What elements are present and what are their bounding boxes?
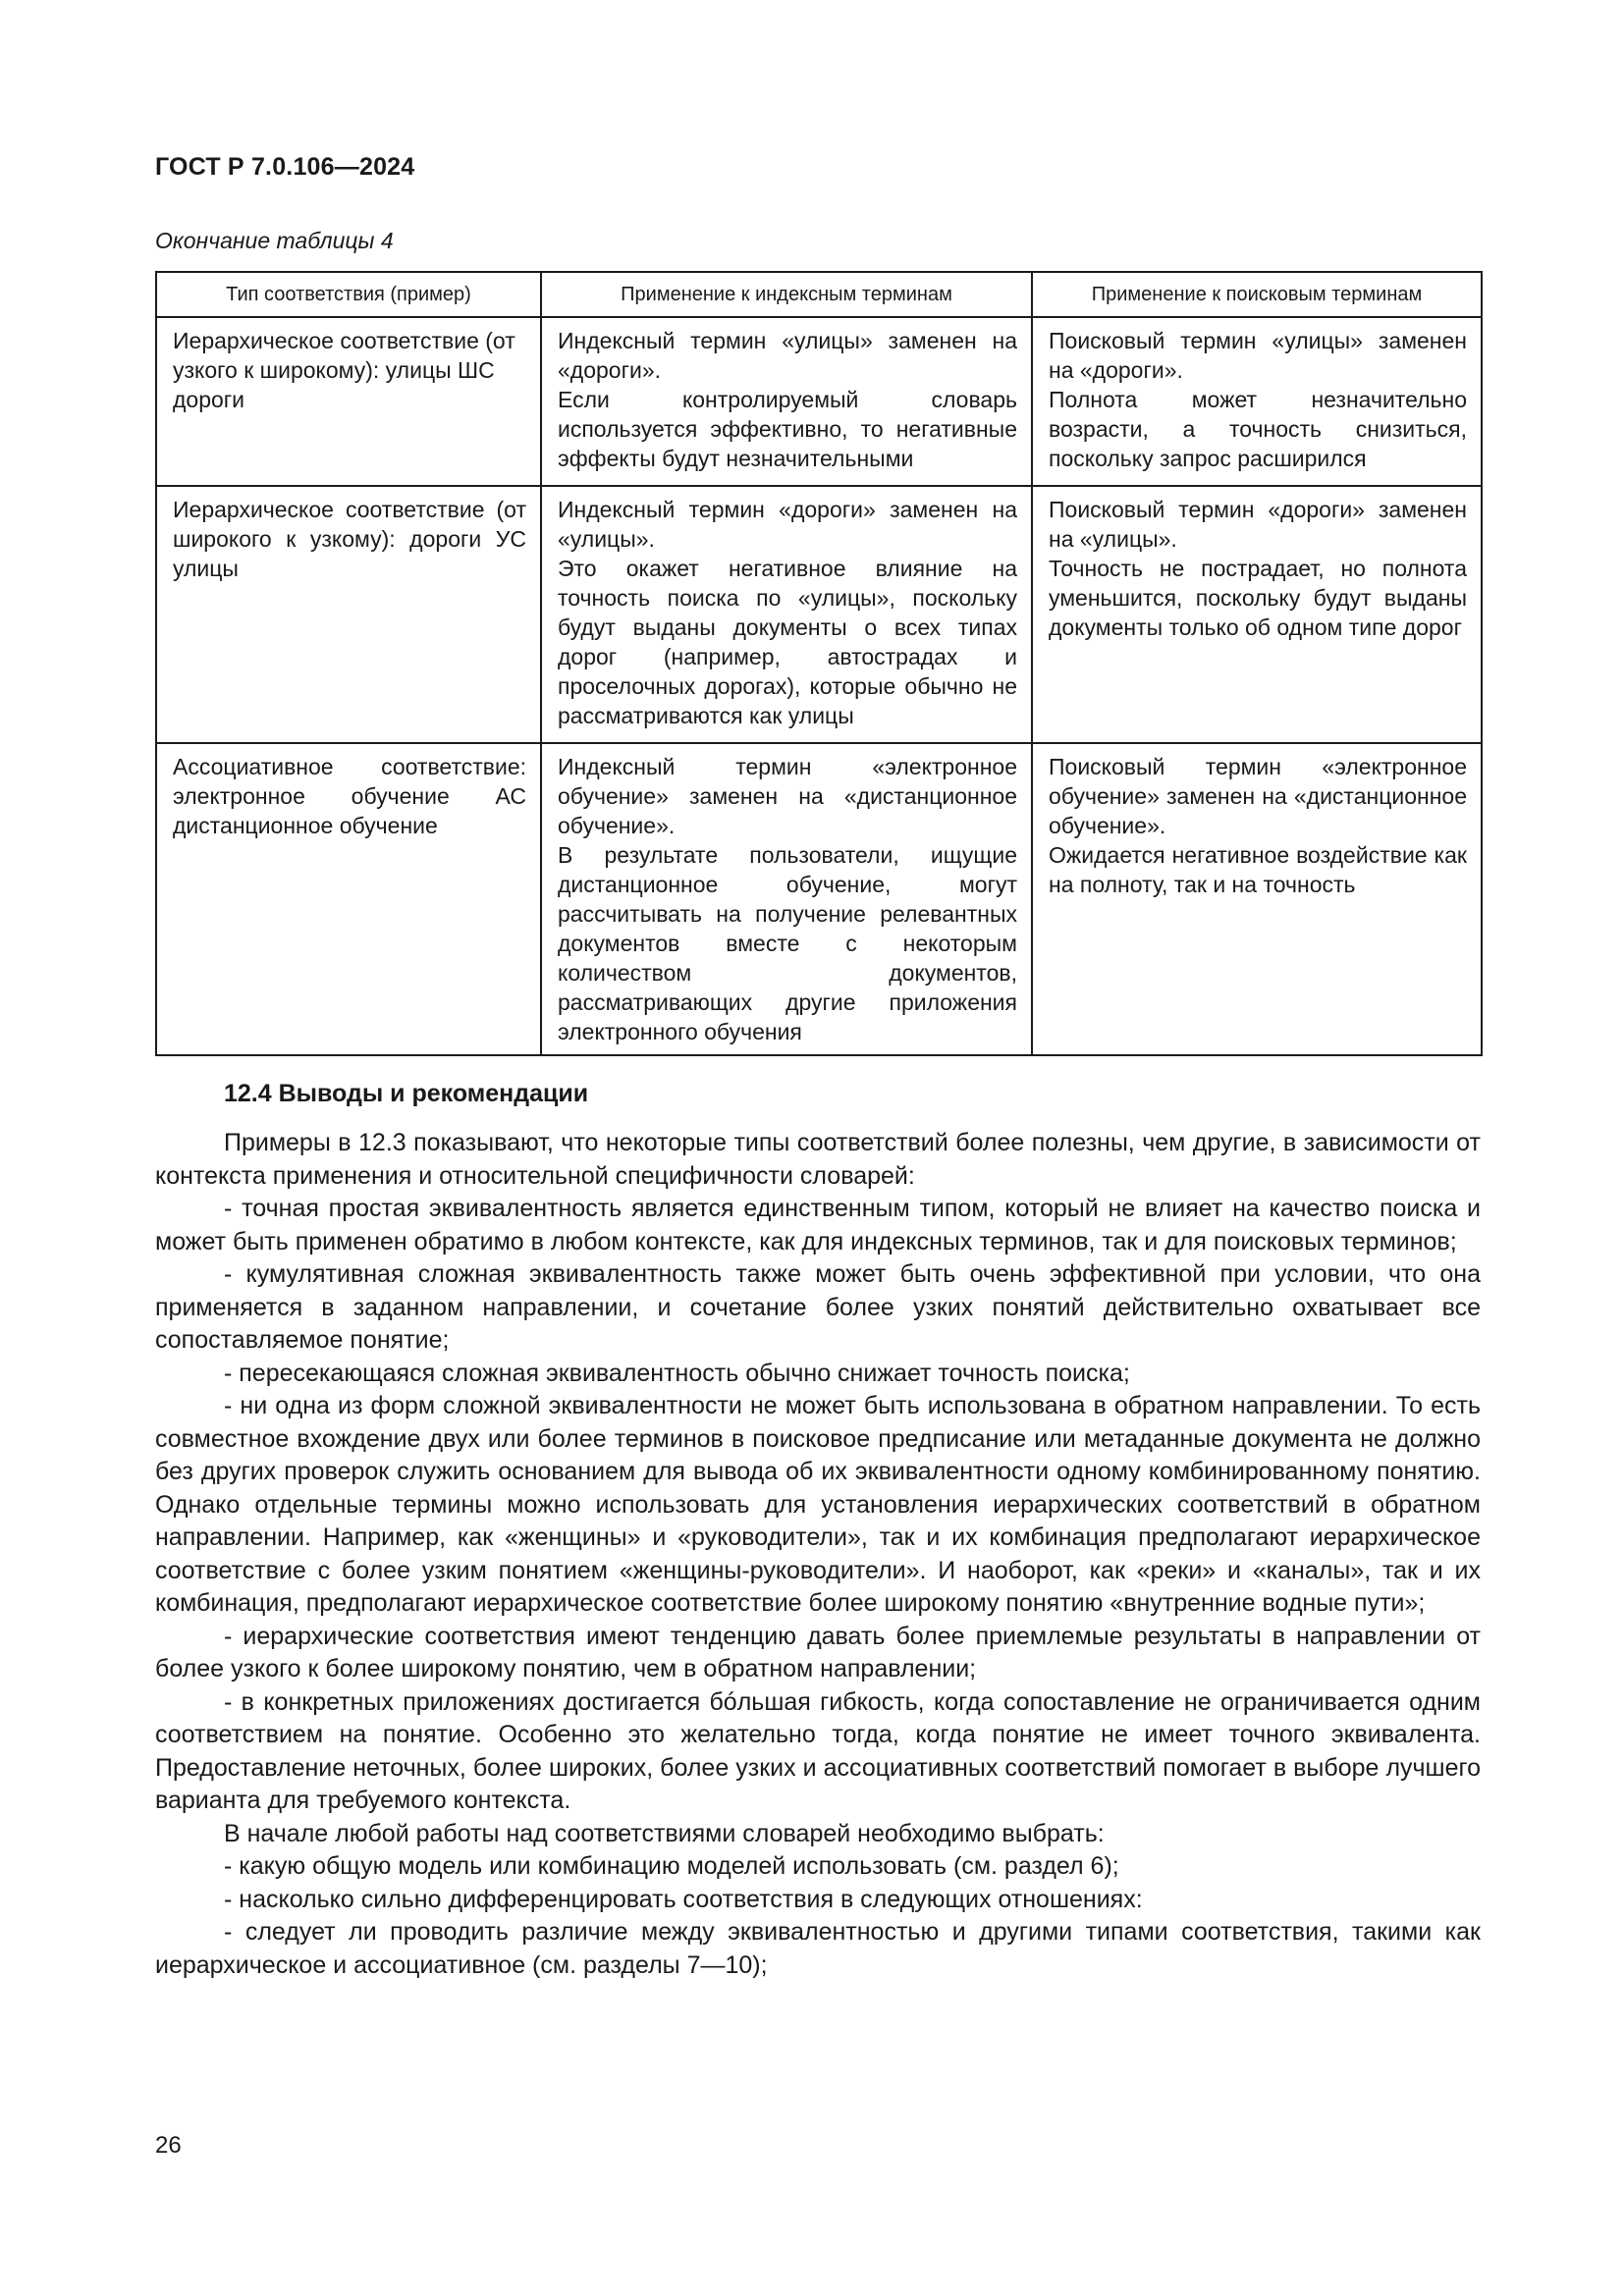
- cell-type: [156, 743, 541, 1055]
- cell-index: [541, 317, 1032, 486]
- cell-text: Это окажет негативное влияние на точность поиска по «улицы», поскольку будут выданы документы о всех типах дорог (например, автострадах и проселочных дорогах), которые обычно не рассматриваются как улицы: [558, 556, 1017, 728]
- paragraph: В начале любой работы над соответствиями словарей необходимо выбрать:: [224, 1819, 1105, 1847]
- column-header-search: Применение к поисковым терминам: [1032, 272, 1482, 317]
- document-header: ГОСТ Р 7.0.106—2024: [155, 153, 415, 181]
- list-item: - какую общую модель или комбинацию моделей использовать (см. раздел 6);: [224, 1852, 1119, 1880]
- table-caption: Окончание таблицы 4: [155, 228, 394, 253]
- cell-text: Поисковый термин «электронное обучение» заменен на «дистанционное обучение».: [1049, 754, 1467, 838]
- section-title: 12.4 Выводы и рекомендации: [224, 1080, 589, 1107]
- section-body: [155, 1127, 1481, 1982]
- list-item: - иерархические соответствия имеют тенденцию давать более приемлемые результаты в направлении от более узкого к более широкому понятию, чем в обратном направлении;: [155, 1622, 1481, 1682]
- list-item: - пересекающаяся сложная эквивалентность обычно снижает точность поиска;: [224, 1359, 1130, 1387]
- cell-text: Полнота может незначительно возрасти, а точность снизиться, поскольку запрос расширился: [1049, 387, 1467, 471]
- cell-search: [1032, 317, 1482, 486]
- cell-text: Поисковый термин «дороги» заменен на «улицы».: [1049, 497, 1467, 552]
- cell-type: [156, 486, 541, 743]
- list-item: - насколько сильно дифференцировать соответствия в следующих отношениях:: [224, 1885, 1143, 1913]
- cell-text: Индексный термин «электронное обучение» заменен на «дистанционное обучение».: [558, 754, 1017, 838]
- cell-text: Иерархическое соответствие (от узкого к широкому): улицы ШС дороги: [173, 328, 515, 412]
- column-header-type: Тип соответствия (пример): [156, 272, 541, 317]
- cell-text: Если контролируемый словарь используется эффективно, то негативные эффекты будут незначительными: [558, 387, 1017, 471]
- table-header-row: [156, 272, 1482, 317]
- cell-text: В результате пользователи, ищущие дистанционное обучение, могут рассчитывать на получение релевантных документов вместе с некоторым количеством документов, рассматривающих другие приложения электронного обучения: [558, 842, 1017, 1044]
- table-row: [156, 486, 1482, 743]
- cell-index: [541, 486, 1032, 743]
- cell-index: [541, 743, 1032, 1055]
- list-item: - ни одна из форм сложной эквивалентности не может быть использована в обратном направлении. То есть совместное вхождение двух или более терминов в поисковое предписание или метаданные документа не должно без других проверок служить основанием для вывода об их эквивалентности одному комбинированному понятию. Однако отдельные термины можно использовать для установления иерархических соответствий в обратном направлении. Например, как «женщины» и «руководители», так и их комбинация предполагают иерархическое соответствие с более узким понятием «женщины-руководители». И наоборот, как «реки» и «каналы», так и их комбинация, предполагают иерархическое соответствие более широкому понятию «внутренние водные пути»;: [155, 1392, 1481, 1617]
- cell-search: [1032, 486, 1482, 743]
- cell-type: [156, 317, 541, 486]
- table-4: [155, 271, 1483, 1056]
- column-header-index: Применение к индексным терминам: [541, 272, 1032, 317]
- cell-text: Индексный термин «улицы» заменен на «дороги».: [558, 328, 1017, 383]
- cell-search: [1032, 743, 1482, 1055]
- paragraph: Примеры в 12.3 показывают, что некоторые типы соответствий более полезны, чем другие, в зависимости от контекста применения и относительной специфичности словарей:: [155, 1129, 1481, 1190]
- cell-text: Ассоциативное соответствие: электронное обучение АС дистанционное обучение: [173, 754, 526, 838]
- cell-text: Индексный термин «дороги» заменен на «улицы».: [558, 497, 1017, 552]
- table-row: [156, 317, 1482, 486]
- table-row: [156, 743, 1482, 1055]
- list-item: - кумулятивная сложная эквивалентность также может быть очень эффективной при условии, что она применяется в заданном направлении, и сочетание более узких понятий действительно охватывает все сопоставляемое понятие;: [155, 1260, 1481, 1354]
- cell-text: Поисковый термин «улицы» заменен на «дороги».: [1049, 328, 1467, 383]
- page-number: 26: [155, 2132, 182, 2159]
- cell-text: Ожидается негативное воздействие как на полноту, так и на точность: [1049, 842, 1467, 897]
- cell-text: Иерархическое соответствие (от широкого к узкому): дороги УС улицы: [173, 497, 526, 581]
- list-item: - в конкретных приложениях достигается бóльшая гибкость, когда сопоставление не ограничивается одним соответствием на понятие. Особенно это желательно тогда, когда понятие не имеет точного эквивалента. Предоставление неточных, более широких, более узких и ассоциативных соответствий помогает в выборе лучшего варианта для требуемого контекста.: [155, 1687, 1481, 1814]
- cell-text: Точность не пострадает, но полнота уменьшится, поскольку будут выданы документы только об одном типе дорог: [1049, 556, 1467, 640]
- list-item: - следует ли проводить различие между эквивалентностью и другими типами соответствия, такими как иерархическое и ассоциативное (см. разделы 7—10);: [155, 1918, 1481, 1979]
- list-item: - точная простая эквивалентность является единственным типом, который не влияет на качество поиска и может быть применен обратимо в любом контексте, как для индексных терминов, так и для поисковых терминов;: [155, 1195, 1481, 1255]
